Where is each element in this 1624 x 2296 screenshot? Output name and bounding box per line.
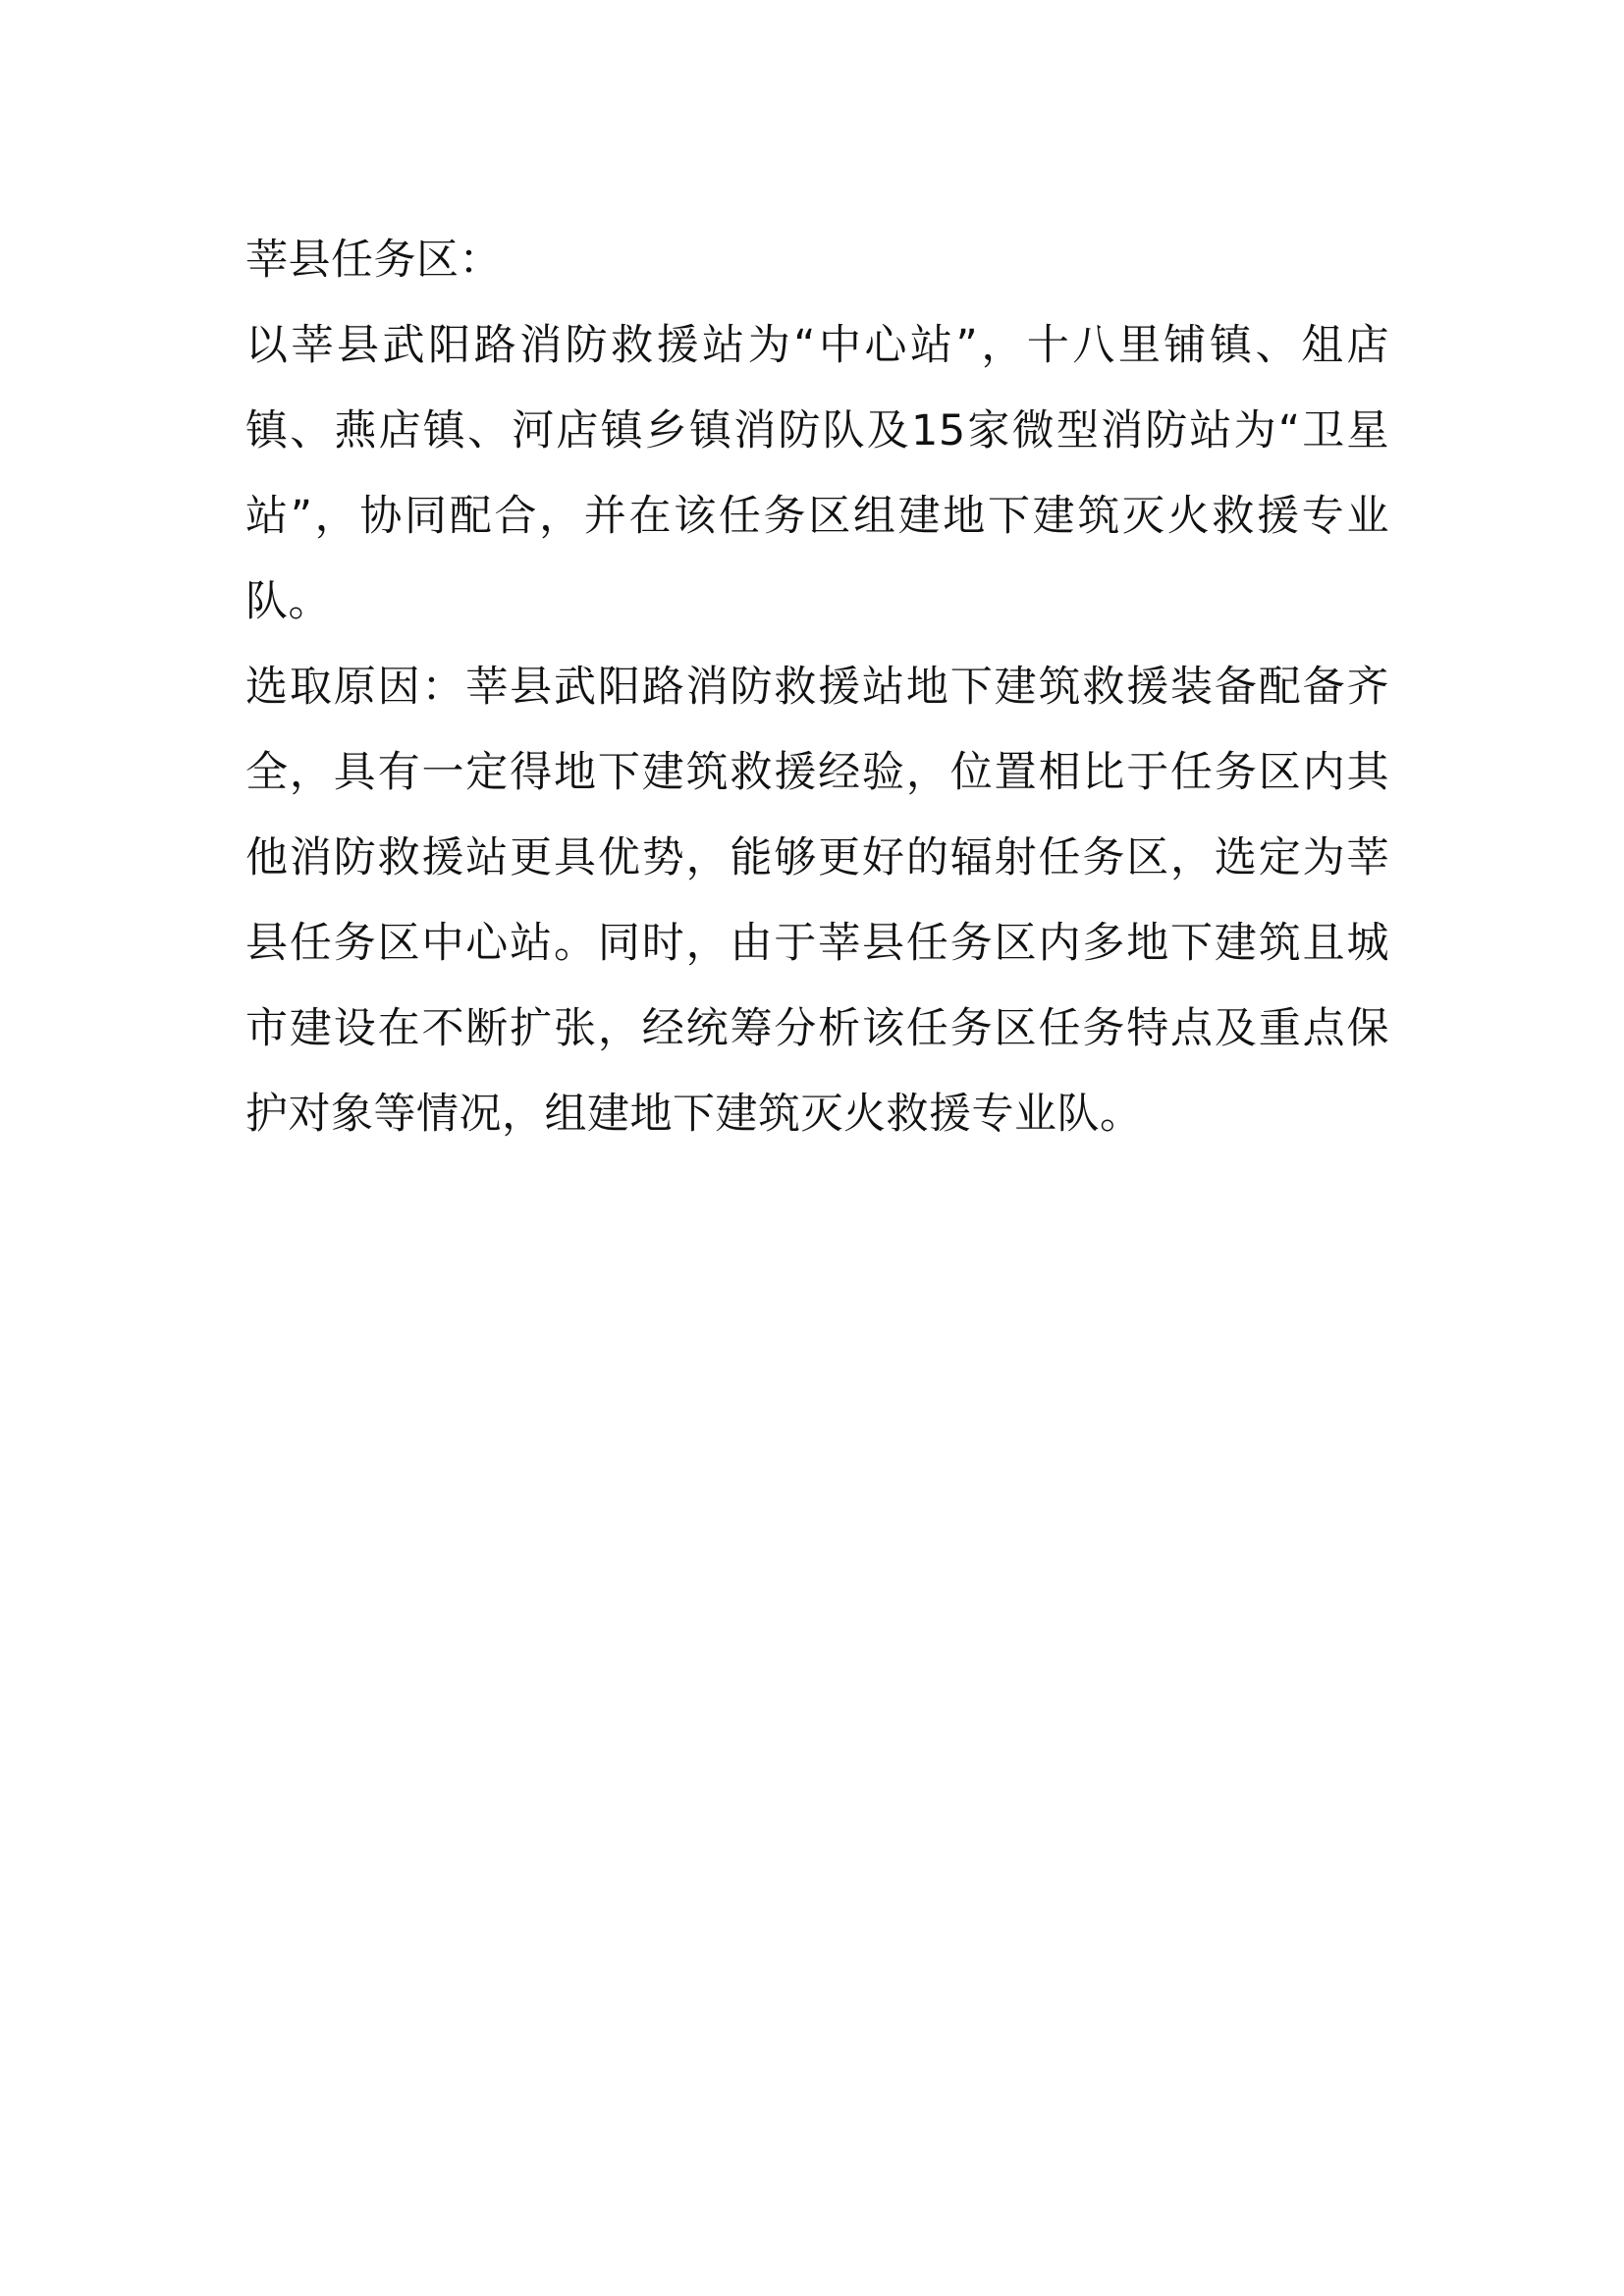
- task-area-paragraph: 以莘县武阳路消防救援站为“中心站”，十八里铺镇、俎店镇、燕店镇、河店镇乡镇消防队及15家微型消防站为“卫星站”，协同配合，并在该任务区组建地下建筑灭火救援专业队。: [245, 321, 1389, 626]
- document-body: [245, 218, 1389, 1157]
- section-heading: 莘县任务区：: [245, 236, 502, 285]
- selection-reason-paragraph: 选取原因：莘县武阳路消防救援站地下建筑救援装备配备齐全，具有一定得地下建筑救援经验，位置相比于任务区内其他消防救援站更具优势，能够更好的辐射任务区，选定为莘县任务区中心站。同时，由于莘县任务区内多地下建筑且城市建设在不断扩张，经统筹分析该任务区任务特点及重点保护对象等情况，组建地下建筑灭火救援专业队。: [245, 663, 1389, 1139]
